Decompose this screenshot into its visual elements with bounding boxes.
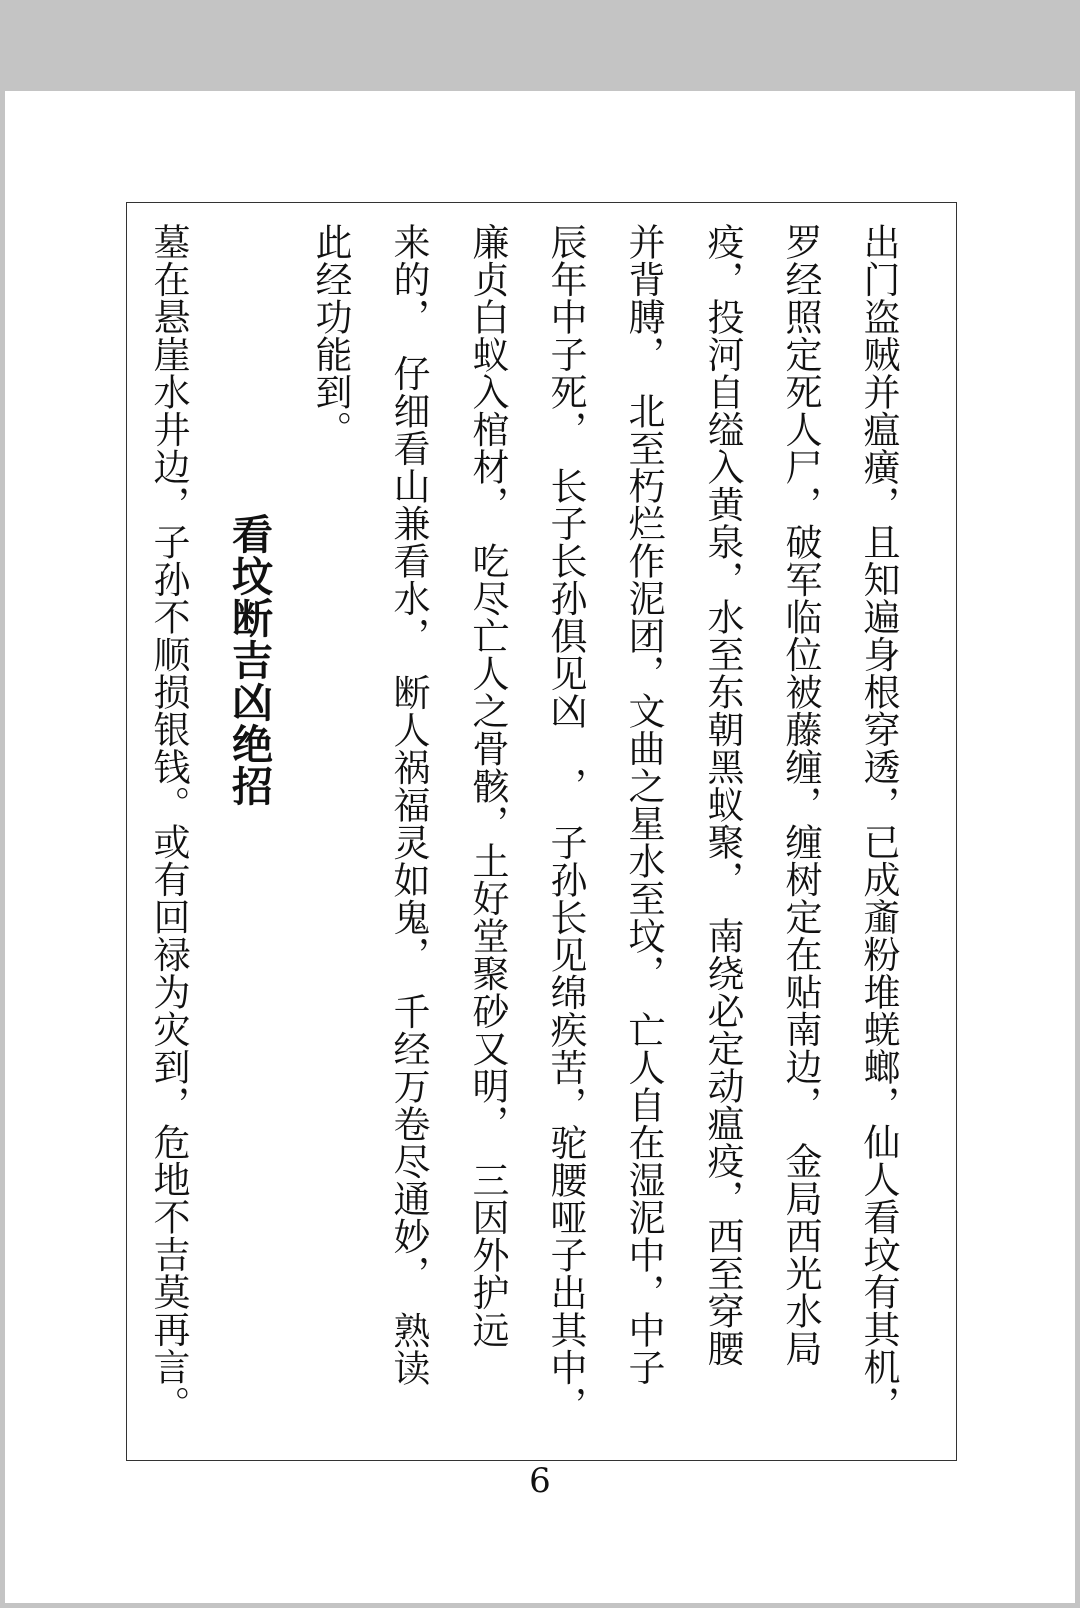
- text-column: 墓在悬崖水井边，子孙不顺损银钱。或有回禄为灾到，危地不吉莫再言。: [147, 223, 190, 1423]
- page-number: 6: [529, 1461, 551, 1501]
- document-page: [5, 91, 1075, 1603]
- text-column: 辰年中子死， 长子长孙俱见凶 ， 子孙长见绵疾苦，驼腰哑子出其中，: [544, 223, 587, 1424]
- section-heading: 看坟断吉凶绝招: [225, 513, 273, 807]
- text-column: 来的， 仔细看山兼看水， 断人祸福灵如鬼， 千经万卷尽通妙， 熟读: [387, 223, 430, 1387]
- text-column: 罗经照定死人尸，破军临位被藤缠，缠树定在贴南边， 金局西光水局: [779, 223, 822, 1367]
- text-column: 廉贞白蚁入棺材， 吃尽亡人之骨骸，土好堂聚砂又明， 三因外护远: [466, 223, 509, 1349]
- text-column: 并背膊， 北至朽烂作泥团，文曲之星水至坟， 亡人自在湿泥中，中子: [622, 223, 665, 1386]
- text-column: 此经功能到。: [309, 223, 352, 448]
- text-frame: [126, 202, 957, 1461]
- text-column: 疫，投河自缢入黄泉，水至东朝黑蚁聚， 南绕必定动瘟疫，西至穿腰: [701, 223, 744, 1367]
- text-column: 出门盗贼并瘟癀，且知遍身根穿透，已成齑粉堆蜣螂，仙人看坟有其机，: [857, 223, 900, 1423]
